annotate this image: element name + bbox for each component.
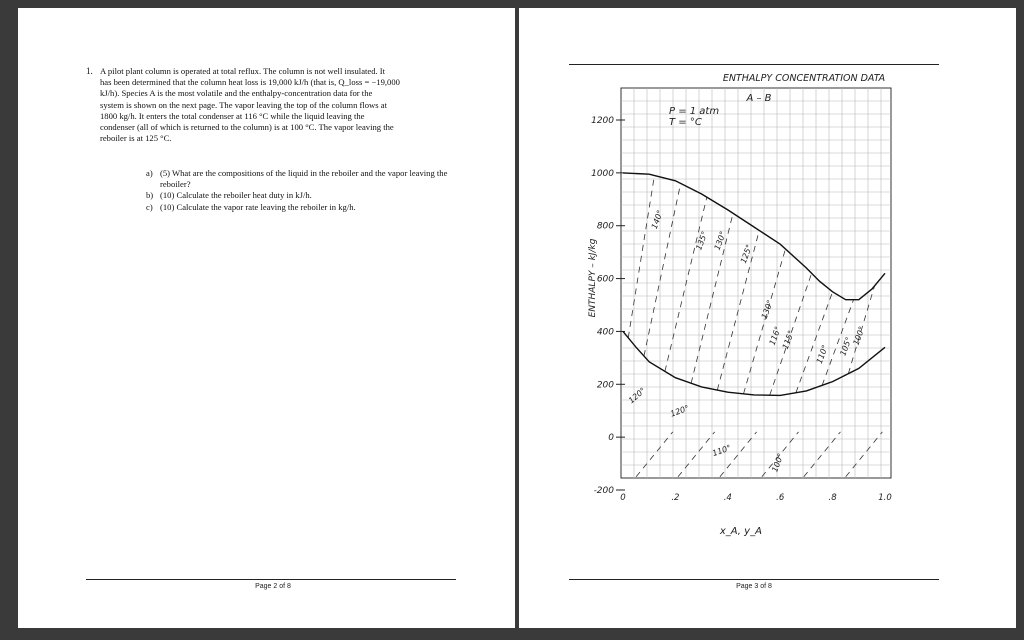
tie-line bbox=[796, 292, 833, 393]
footer-rule bbox=[86, 579, 456, 580]
y-tick-label: 200 bbox=[596, 380, 614, 391]
y-tick-label: 1000 bbox=[591, 168, 614, 179]
question-line: reboiler is at 125 °C. bbox=[100, 133, 172, 144]
isotherm-line bbox=[636, 432, 673, 477]
temperature-label: 135° bbox=[694, 230, 710, 252]
question-line: 1800 kg/h. It enters the total condenser at 116 °C while the liquid leaving the bbox=[100, 110, 365, 121]
chart-condition: T = °C bbox=[669, 117, 702, 128]
y-tick-label: 600 bbox=[596, 274, 614, 285]
y-tick-label: 800 bbox=[596, 221, 614, 232]
subquestion-a: a) (5) What are the compositions of the liquid in the reboiler and the vapor leaving the reboiler? bbox=[146, 168, 448, 190]
enthalpy-concentration-chart bbox=[519, 8, 1016, 568]
y-tick-label: 400 bbox=[596, 327, 614, 338]
question-line: has been determined that the column heat loss is 19,000 kJ/h (that is, Q_loss = −19,000 bbox=[100, 77, 400, 88]
chart-subtitle: A – B bbox=[746, 93, 772, 104]
temperature-label: 120° bbox=[669, 403, 691, 419]
temperature-label: 125° bbox=[738, 243, 754, 265]
page-footer: Page 2 of 8 bbox=[255, 583, 291, 590]
temperature-label: 130° bbox=[712, 230, 728, 252]
y-tick-label: 1200 bbox=[591, 116, 614, 126]
x-tick-label: .4 bbox=[723, 493, 732, 503]
temperature-label: 110° bbox=[711, 443, 733, 459]
left-page bbox=[18, 8, 515, 628]
right-page bbox=[519, 8, 1016, 628]
x-tick-label: .8 bbox=[828, 493, 837, 503]
subquestion-b: b) (10) Calculate the reboiler heat duty in kJ/h. bbox=[146, 190, 312, 201]
isotherm-line bbox=[804, 432, 841, 477]
question-line: system is shown on the next page. The vapor leaving the top of the column flows at bbox=[100, 99, 387, 110]
chart-condition: P = 1 atm bbox=[669, 106, 720, 117]
page-footer: Page 3 of 8 bbox=[736, 583, 772, 590]
chart-grid bbox=[621, 88, 891, 478]
temperature-label: 130° bbox=[759, 298, 775, 321]
temperature-label: 120° bbox=[626, 385, 648, 406]
subquestion-c: c) (10) Calculate the vapor rate leaving the reboiler in kg/h. bbox=[146, 201, 356, 212]
temperature-label: 100° bbox=[851, 325, 867, 347]
temperature-label: 115° bbox=[780, 329, 796, 351]
question-line: A pilot plant column is operated at total reflux. The column is not well insulated. It bbox=[100, 66, 386, 76]
x-axis-label: x_A, y_A bbox=[719, 526, 762, 537]
question-number: 1. bbox=[86, 66, 93, 76]
question-line: kJ/h). Species A is the most volatile and the enthalpy-concentration data for the bbox=[100, 88, 373, 99]
x-tick-label: 0 bbox=[620, 493, 626, 503]
x-tick-label: 1.0 bbox=[878, 493, 892, 503]
tie-lines bbox=[628, 176, 882, 477]
temperature-label: 105° bbox=[838, 335, 854, 358]
x-tick-label: .2 bbox=[671, 493, 680, 503]
y-axis-label: ENTHALPY – kJ/kg bbox=[588, 238, 598, 318]
temperature-label: 100° bbox=[770, 452, 786, 474]
question-line: condenser (all of which is returned to the column) is at 100 °C. The vapor leaving the bbox=[100, 122, 394, 133]
isotherm-line bbox=[678, 432, 715, 477]
chart-title: ENTHALPY CONCENTRATION DATA bbox=[722, 73, 886, 84]
temperature-label: 110° bbox=[814, 343, 830, 365]
temperature-label: 140° bbox=[649, 208, 665, 231]
temperature-label: 116° bbox=[767, 325, 783, 347]
y-tick-label: -200 bbox=[593, 486, 614, 496]
x-tick-label: .6 bbox=[776, 493, 785, 503]
subquestion-list bbox=[146, 168, 476, 213]
question-text bbox=[100, 66, 476, 144]
y-tick-label: 0 bbox=[608, 433, 614, 444]
chart-curves bbox=[623, 173, 885, 396]
tie-line bbox=[744, 249, 786, 394]
isotherm-line bbox=[846, 432, 883, 477]
tie-line bbox=[628, 176, 654, 338]
footer-rule bbox=[569, 579, 939, 580]
